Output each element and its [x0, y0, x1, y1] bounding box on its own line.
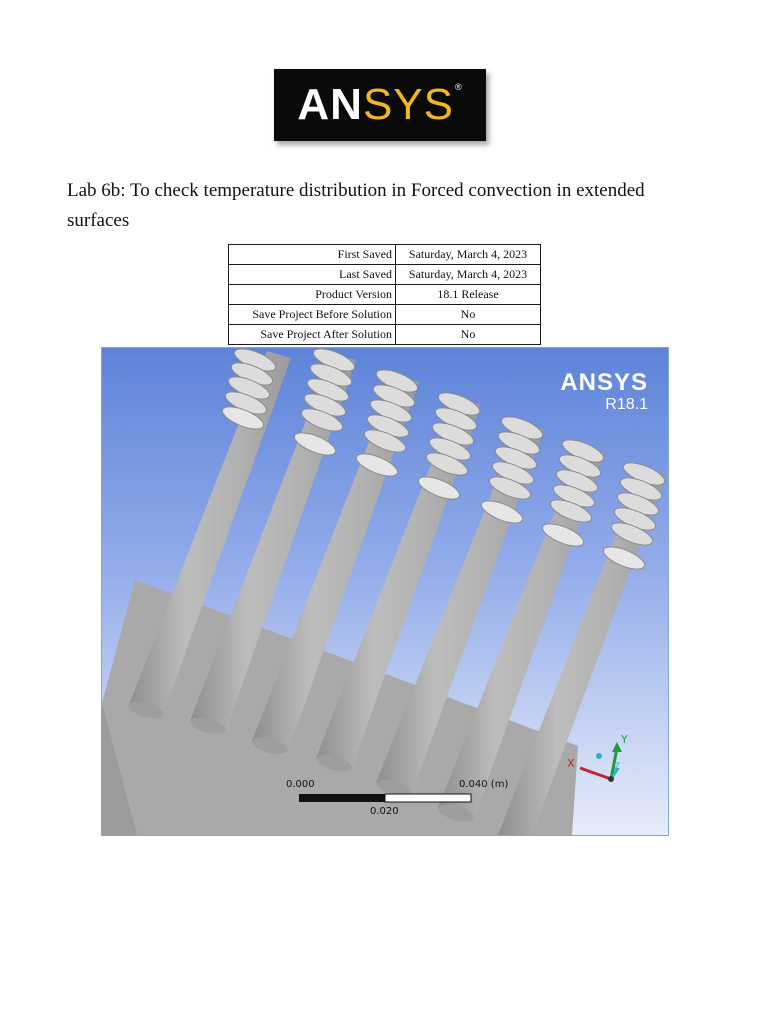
- property-name: Save Project After Solution: [229, 325, 396, 345]
- property-name: Last Saved: [229, 265, 396, 285]
- registered-mark: ®: [454, 82, 463, 92]
- document-title: Lab 6b: To check temperature distribution in Forced convection in extended surfaces: [67, 180, 645, 231]
- property-value: Saturday, March 4, 2023: [396, 265, 541, 285]
- property-value: Saturday, March 4, 2023: [396, 245, 541, 265]
- ansys-logo: [274, 69, 486, 141]
- property-value: 18.1 Release: [396, 285, 541, 305]
- scale-start-label: 0.000: [286, 779, 315, 790]
- property-value: No: [396, 325, 541, 345]
- logo-text-sys: SYS: [362, 80, 454, 129]
- z-axis-label: Z: [614, 762, 621, 772]
- scale-mid-label: 0.020: [370, 806, 399, 817]
- property-name: First Saved: [229, 245, 396, 265]
- x-axis-label: X: [567, 757, 575, 770]
- model-viewport[interactable]: [101, 347, 669, 836]
- property-value: No: [396, 305, 541, 325]
- ansys-logo-text: [297, 80, 463, 129]
- pin-fin-heat-sink-model: [102, 348, 668, 835]
- project-properties-table: [228, 244, 541, 345]
- brand-version: R18.1: [605, 396, 648, 413]
- property-name: Product Version: [229, 285, 396, 305]
- table-row: [229, 305, 541, 325]
- logo-text-an: AN: [297, 80, 363, 129]
- scale-bar: [299, 794, 471, 802]
- y-axis-label: Y: [621, 733, 628, 746]
- table-row: [229, 285, 541, 305]
- table-row: [229, 245, 541, 265]
- x-axis-arrow: [580, 768, 611, 779]
- scale-end-label: 0.040 (m): [459, 779, 509, 790]
- table-row: [229, 265, 541, 285]
- ansys-watermark: [560, 370, 648, 414]
- property-name: Save Project Before Solution: [229, 305, 396, 325]
- brand-name: ANSYS: [560, 369, 648, 396]
- table-row: [229, 325, 541, 345]
